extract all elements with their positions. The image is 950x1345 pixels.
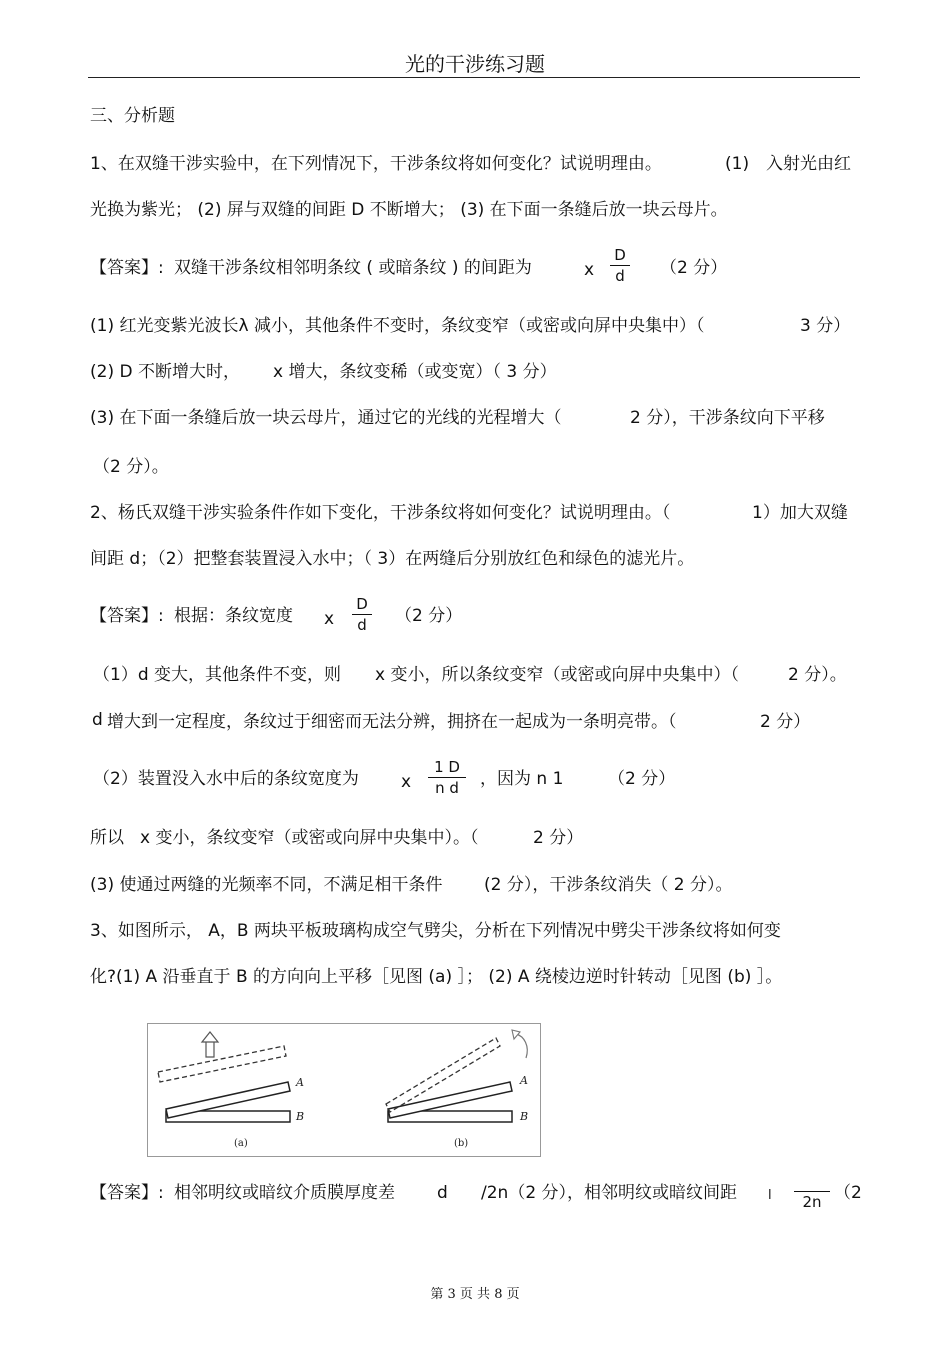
fraction-bar <box>794 1191 830 1192</box>
a2-line5: (3) 使通过两缝的光频率不同，不满足相干条件 <box>90 875 443 895</box>
plate-a-moved-dashed <box>158 1046 286 1082</box>
a2-x: x <box>324 609 335 629</box>
a2-line3-x: x <box>401 772 412 792</box>
q3-line1: 3、如图所示， A，B 两块平板玻璃构成空气劈尖，分析在下列情况中劈尖干涉条纹将如何变 <box>90 921 781 941</box>
a3-l: l <box>768 1188 772 1203</box>
q1-line1: 1、在双缝干涉实验中，在下列情况下，干涉条纹将如何变化？试说明理由。 <box>90 154 662 174</box>
a2-line3: （2）装置没入水中后的条纹宽度为 <box>93 769 359 789</box>
a1-score: （2 分） <box>660 258 728 278</box>
label-plate-a: A <box>296 1076 304 1089</box>
header-divider <box>88 77 860 78</box>
q2-line1: 2、杨氏双缝干涉实验条件作如下变化，干涉条纹将如何变化？试说明理由。（ <box>90 503 671 523</box>
q2-line2: 间距 d；（2）把整套装置浸入水中；（ 3）在两缝后分别放红色和绿色的滤光片。 <box>90 549 695 569</box>
a2-line1-score: 2 分）。 <box>788 665 847 685</box>
a2-line4-b: x 变小，条纹变窄（或密或向屏中央集中）。（ <box>140 828 479 848</box>
a1-text: 双缝干涉条纹相邻明条纹 ( 或暗条纹 ) 的间距为 <box>174 258 532 278</box>
a2-fraction <box>352 595 372 634</box>
label-b: (b) <box>454 1138 469 1149</box>
a2-line3-fraction <box>428 758 466 797</box>
fraction-bar <box>352 614 372 615</box>
a3-fraction <box>794 1183 830 1211</box>
a3-b: /2n（2 分），相邻明纹或暗纹间距 <box>481 1183 738 1203</box>
a1-line2: (2) D 不断增大时， <box>90 362 240 382</box>
a3-tail: （2 <box>834 1183 862 1203</box>
label-a: (a) <box>234 1138 248 1149</box>
q3-line2: 化?(1) A 沿垂直于 B 的方向向上平移［见图 (a) ］； (2) A 绕棱边逆时针转动［见图 (b) ］。 <box>90 967 783 987</box>
a2-line3-frac-num: 1 D <box>434 758 460 776</box>
label-plate-a: A <box>520 1074 528 1087</box>
a2-line2-score: 2 分） <box>760 712 811 732</box>
a1-line1: (1) 红光变紫光波长λ 减小，其他条件不变时，条纹变窄（或密或向屏中央集中）（ <box>90 316 705 336</box>
a3-text: 相邻明纹或暗纹介质膜厚度差 <box>174 1183 395 1203</box>
a2-frac-num: D <box>356 595 368 613</box>
a3-d: d <box>437 1183 448 1203</box>
q2-line1-tail: 1）加大双缝 <box>752 503 848 523</box>
a2-text: 根据：条纹宽度 <box>174 606 293 626</box>
a2-line2-d: d <box>92 710 103 730</box>
a2-line1-b: x 变小，所以条纹变窄（或密或向屏中央集中）（ <box>375 665 739 685</box>
page-title: 光的干涉练习题 <box>405 52 545 76</box>
q1-line1-tail: 入射光由红 <box>766 154 851 174</box>
a2-line5-b: (2 分），干涉条纹消失（ 2 分）。 <box>484 875 733 895</box>
answer-label: 【答案】: <box>90 606 164 626</box>
figure-b <box>386 1030 528 1149</box>
page-footer: 第 3 页 共 8 页 <box>430 1287 520 1302</box>
a3-frac-den: 2n <box>802 1193 822 1211</box>
q1-line2: 光换为紫光； (2) 屏与双缝的间距 D 不断增大； (3) 在下面一条缝后放一块云母片。 <box>90 200 728 220</box>
a2-score: （2 分） <box>395 606 463 626</box>
a2-line3-frac-den: n d <box>435 779 459 797</box>
a1-line1-score: 3 分） <box>800 316 851 336</box>
label-plate-b: B <box>520 1110 529 1123</box>
a1-line3: (3) 在下面一条缝后放一块云母片，通过它的光线的光程增大（ <box>90 408 562 428</box>
q1-line1-num: (1) <box>725 154 750 174</box>
a2-frac-den: d <box>357 616 367 634</box>
a1-frac-den: d <box>615 267 625 285</box>
wedge-figure-svg <box>148 1024 540 1156</box>
a2-line2: 增大到一定程度，条纹过于细密而无法分辨，拥挤在一起成为一条明亮带。（ <box>107 712 677 732</box>
a1-line4: （2 分）。 <box>93 457 169 477</box>
fraction-bar <box>428 777 466 778</box>
up-arrow-icon <box>202 1032 218 1057</box>
section-heading: 三、分析题 <box>90 106 175 126</box>
a2-line3-score: （2 分） <box>608 769 676 789</box>
a1-line2-b: x 增大，条纹变稀（或变宽）（ 3 分） <box>273 362 557 382</box>
a2-line4-score: 2 分） <box>533 828 584 848</box>
a2-line3-b: ，因为 n 1 <box>480 769 564 789</box>
label-plate-b: B <box>296 1110 305 1123</box>
answer-label: 【答案】: <box>90 258 164 278</box>
rotate-arrow-icon <box>516 1034 527 1058</box>
wedge-figure <box>147 1023 541 1157</box>
a2-line1: （1）d 变大，其他条件不变，则 <box>93 665 342 685</box>
answer-label: 【答案】: <box>90 1183 164 1203</box>
fraction-bar <box>610 265 630 266</box>
a2-line4: 所以 <box>90 828 124 848</box>
a1-line3-score: 2 分），干涉条纹向下平移 <box>630 408 825 428</box>
a1-x: x <box>584 260 595 280</box>
a1-frac-num: D <box>614 246 626 264</box>
a1-fraction <box>610 246 630 285</box>
figure-a <box>158 1032 304 1149</box>
